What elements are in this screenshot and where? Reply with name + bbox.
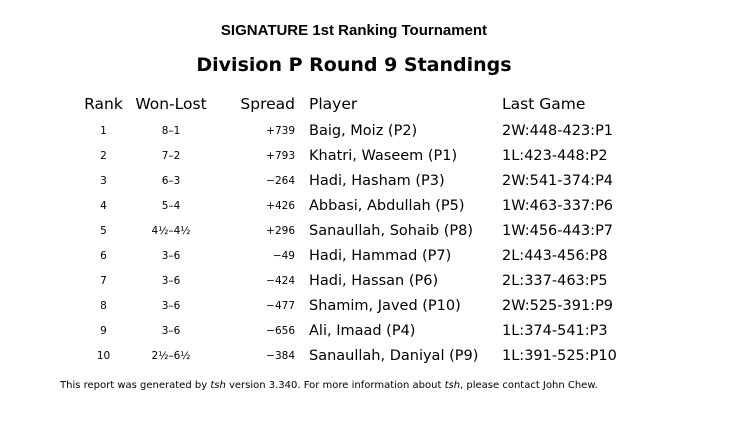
won-lost-cell: 4½–4½ (151, 224, 191, 237)
footer-text-3: , please contact John Chew. (460, 380, 598, 391)
table-row (80, 268, 652, 293)
table-row (80, 293, 652, 318)
player-cell: Sanaullah, Daniyal (P9) (309, 347, 479, 364)
table-row (80, 243, 652, 268)
footer-tsh-2: tsh (444, 380, 461, 391)
won-lost-cell: 7–2 (161, 149, 181, 162)
player-cell: Ali, Imaad (P4) (309, 322, 416, 339)
column-header-rank: Rank (84, 95, 123, 113)
spread-cell: −49 (272, 249, 295, 262)
last-game-cell: 2W:541-374:P4 (502, 172, 614, 189)
player-cell: Shamim, Javed (P10) (309, 297, 461, 314)
player-cell: Khatri, Waseem (P1) (309, 147, 458, 164)
player-cell: Baig, Moiz (P2) (309, 122, 418, 139)
standings-table (80, 90, 652, 368)
spread-cell: +739 (266, 124, 295, 137)
rank-cell: 1 (100, 124, 107, 137)
column-header-won-lost: Won-Lost (135, 95, 207, 113)
won-lost-cell: 5–4 (161, 199, 181, 212)
footer-text-2: version 3.340. For more information about (225, 380, 445, 391)
table-row (80, 118, 652, 143)
rank-cell: 2 (100, 149, 107, 162)
spread-cell: +296 (266, 224, 295, 237)
column-header-spread: Spread (240, 95, 295, 113)
player-cell: Hadi, Hasham (P3) (309, 172, 445, 189)
last-game-cell: 1L:423-448:P2 (502, 147, 608, 164)
won-lost-cell: 6–3 (161, 174, 181, 187)
player-cell: Hadi, Hammad (P7) (309, 247, 452, 264)
last-game-cell: 2L:443-456:P8 (502, 247, 608, 264)
last-game-cell: 1L:391-525:P10 (502, 347, 617, 364)
table-row (80, 218, 652, 243)
rank-cell: 6 (100, 249, 107, 262)
footer-tsh-1: tsh (210, 380, 226, 391)
spread-cell: −424 (266, 274, 295, 287)
won-lost-cell: 8–1 (161, 124, 181, 137)
rank-cell: 5 (100, 224, 107, 237)
won-lost-cell: 3–6 (161, 274, 181, 287)
last-game-cell: 1W:456-443:P7 (502, 222, 614, 239)
player-cell: Hadi, Hassan (P6) (309, 272, 439, 289)
spread-cell: −384 (266, 349, 295, 362)
column-header-player: Player (309, 95, 358, 113)
table-row (80, 143, 652, 168)
table-row (80, 168, 652, 193)
report-footer (60, 380, 598, 391)
rank-cell: 9 (100, 324, 107, 337)
table-row (80, 193, 652, 218)
won-lost-cell: 3–6 (161, 324, 181, 337)
tournament-title: SIGNATURE 1st Ranking Tournament (220, 22, 488, 39)
player-cell: Abbasi, Abdullah (P5) (309, 197, 465, 214)
rank-cell: 10 (96, 349, 111, 362)
spread-cell: +793 (266, 149, 295, 162)
rank-cell: 4 (100, 199, 107, 212)
last-game-cell: 1W:463-337:P6 (502, 197, 614, 214)
table-row (80, 343, 652, 368)
column-header-last-game: Last Game (502, 95, 586, 113)
spread-cell: −656 (266, 324, 295, 337)
won-lost-cell: 3–6 (161, 249, 181, 262)
last-game-cell: 2W:448-423:P1 (502, 122, 614, 139)
table-header-row (80, 90, 652, 118)
last-game-cell: 2L:337-463:P5 (502, 272, 608, 289)
player-cell: Sanaullah, Sohaib (P8) (309, 222, 473, 239)
standings-title: Division P Round 9 Standings (196, 54, 512, 76)
rank-cell: 7 (100, 274, 107, 287)
spread-cell: +426 (266, 199, 295, 212)
rank-cell: 8 (100, 299, 107, 312)
footer-text-1: This report was generated by (60, 380, 211, 391)
table-row (80, 318, 652, 343)
last-game-cell: 2W:525-391:P9 (502, 297, 614, 314)
spread-cell: −264 (266, 174, 295, 187)
rank-cell: 3 (100, 174, 107, 187)
won-lost-cell: 2½–6½ (151, 349, 191, 362)
spread-cell: −477 (266, 299, 295, 312)
last-game-cell: 1L:374-541:P3 (502, 322, 608, 339)
won-lost-cell: 3–6 (161, 299, 181, 312)
